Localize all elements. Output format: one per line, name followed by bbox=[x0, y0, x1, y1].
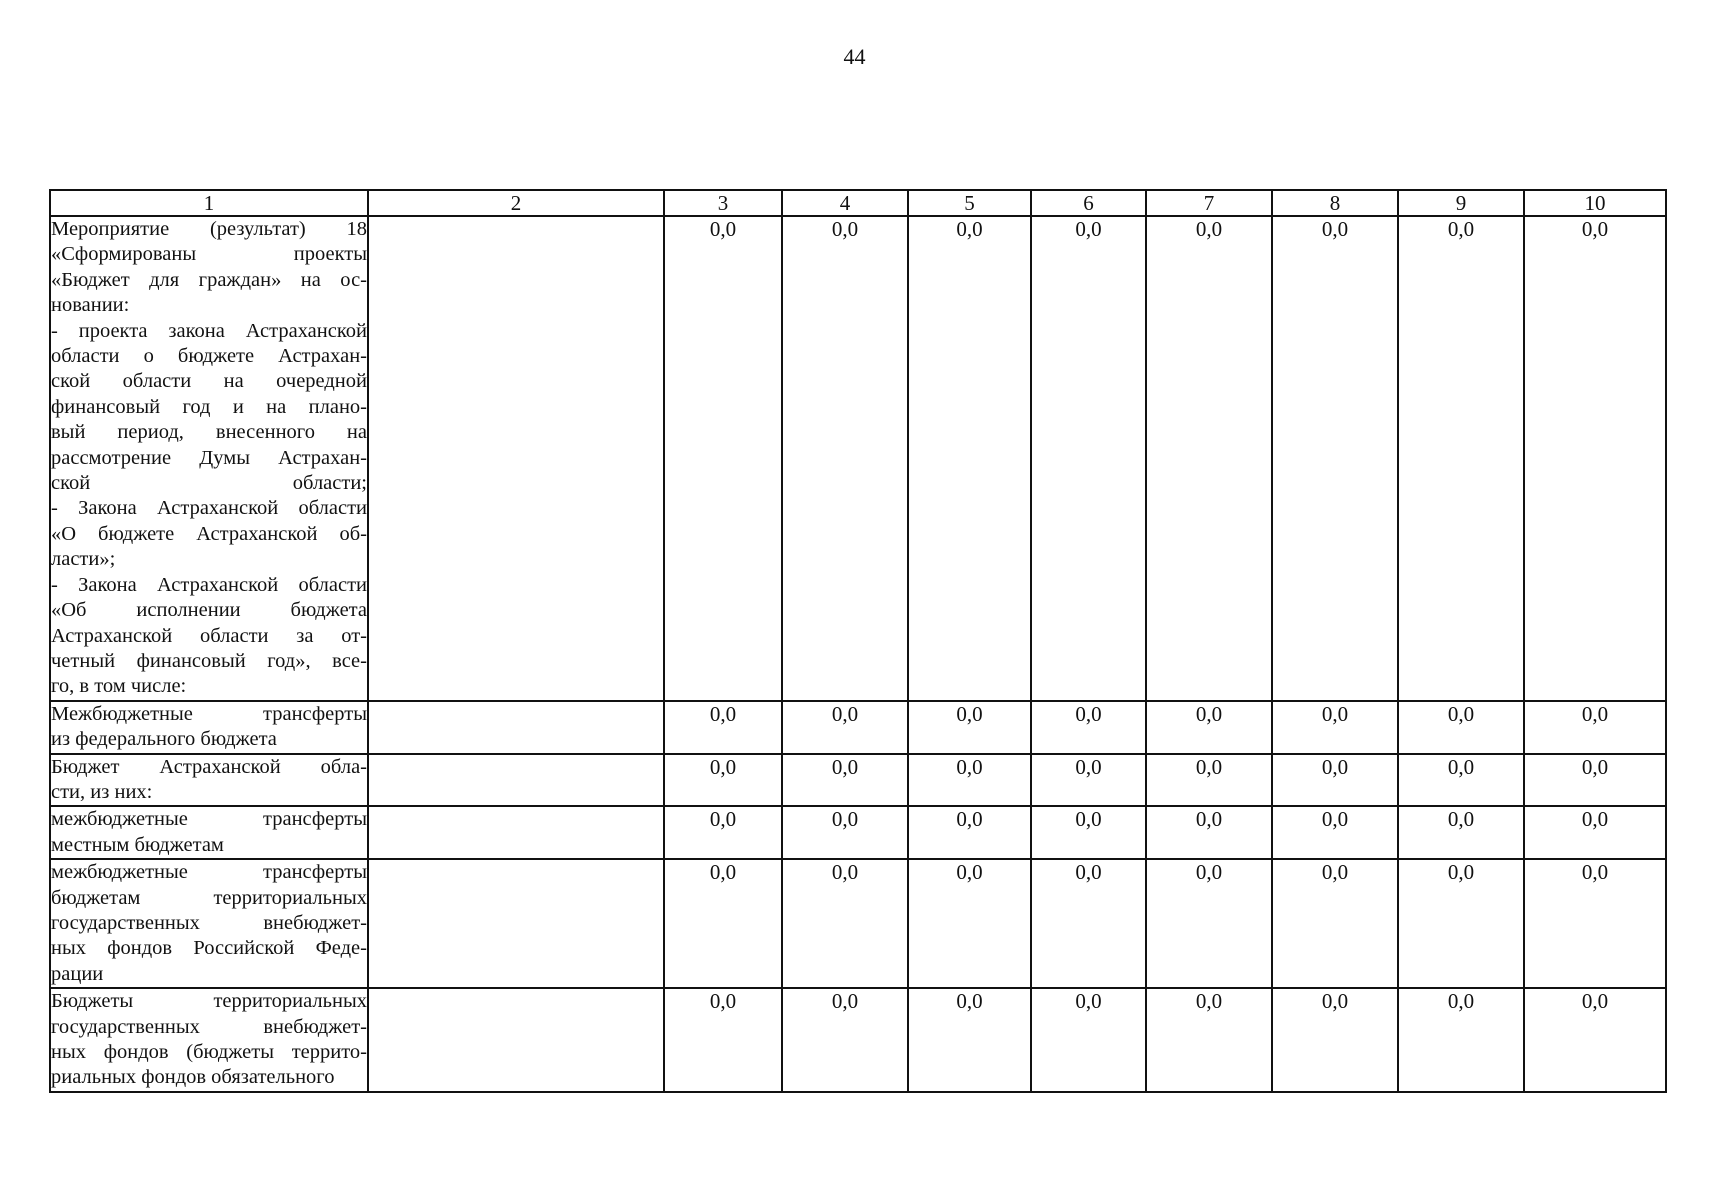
row-label-cell bbox=[50, 806, 368, 859]
row-label-line: межбюджетные трансферты bbox=[51, 861, 367, 884]
value-cell: 0,0 bbox=[1031, 754, 1146, 807]
value-cell: 0,0 bbox=[664, 701, 782, 754]
row-label-line: рации bbox=[51, 962, 104, 985]
row-label-line: «Об исполнении бюджета bbox=[51, 599, 367, 622]
row-label-cell bbox=[50, 216, 368, 701]
row-label-line: го, в том числе: bbox=[51, 675, 187, 698]
value-cell: 0,0 bbox=[664, 988, 782, 1092]
value-cell: 0,0 bbox=[782, 988, 908, 1092]
value-cell: 0,0 bbox=[1524, 806, 1666, 859]
value-cell: 0,0 bbox=[1272, 701, 1398, 754]
value-cell: 0,0 bbox=[782, 859, 908, 988]
row-label-line: из федерального бюджета bbox=[51, 728, 277, 751]
table-row bbox=[50, 754, 1666, 807]
row-label-line: Межбюджетные трансферты bbox=[51, 702, 367, 725]
table-row bbox=[50, 988, 1666, 1092]
value-cell: 0,0 bbox=[1524, 701, 1666, 754]
value-cell: 0,0 bbox=[664, 754, 782, 807]
value-cell: 0,0 bbox=[1524, 988, 1666, 1092]
row-label-line: сти, из них: bbox=[51, 780, 153, 803]
value-cell: 0,0 bbox=[908, 859, 1031, 988]
value-cell: 0,0 bbox=[1146, 806, 1272, 859]
row-label-line: ской области на очередной bbox=[51, 370, 367, 393]
row-label-line: финансовый год и на плано- bbox=[51, 395, 367, 418]
value-cell: 0,0 bbox=[1272, 988, 1398, 1092]
value-cell: 0,0 bbox=[1031, 701, 1146, 754]
column-header: 6 bbox=[1031, 190, 1146, 216]
value-cell: 0,0 bbox=[664, 859, 782, 988]
value-cell: 0,0 bbox=[782, 216, 908, 701]
row-label-line: - Закона Астраханской области bbox=[51, 573, 367, 596]
row-label-line: рассмотрение Думы Астрахан- bbox=[51, 446, 367, 469]
page-number: 44 bbox=[843, 44, 866, 69]
value-cell: 0,0 bbox=[1031, 859, 1146, 988]
value-cell: 0,0 bbox=[908, 988, 1031, 1092]
value-cell: 0,0 bbox=[782, 701, 908, 754]
row-label-line: вый период, внесенного на bbox=[51, 421, 367, 444]
table-body bbox=[50, 216, 1666, 1092]
row-label-line: четный финансовый год», все- bbox=[51, 649, 367, 672]
column-header: 8 bbox=[1272, 190, 1398, 216]
value-cell: 0,0 bbox=[782, 806, 908, 859]
row-label-cell bbox=[50, 859, 368, 988]
value-cell: 0,0 bbox=[1146, 859, 1272, 988]
value-cell: 0,0 bbox=[1272, 216, 1398, 701]
table-row bbox=[50, 216, 1666, 701]
row-label-line: Мероприятие (результат) 18 bbox=[51, 218, 367, 240]
row-label-line: местным бюджетам bbox=[51, 833, 224, 856]
row-label-cell bbox=[50, 988, 368, 1092]
row-label-line: - проекта закона Астраханской bbox=[51, 319, 367, 342]
row-label-line: Астраханской области за от- bbox=[51, 624, 367, 647]
row-label-line: «Бюджет для граждан» на ос- bbox=[51, 268, 367, 291]
row-label-line: новании: bbox=[51, 294, 130, 317]
column-header: 9 bbox=[1398, 190, 1524, 216]
value-cell: 0,0 bbox=[1398, 701, 1524, 754]
value-cell: 0,0 bbox=[1031, 216, 1146, 701]
table-row bbox=[50, 701, 1666, 754]
column-header: 1 bbox=[50, 190, 368, 216]
value-cell: 0,0 bbox=[664, 806, 782, 859]
value-cell: 0,0 bbox=[1146, 754, 1272, 807]
value-cell: 0,0 bbox=[1272, 806, 1398, 859]
column-header: 5 bbox=[908, 190, 1031, 216]
row-label-line: государственных внебюджет- bbox=[51, 911, 367, 934]
value-cell: 0,0 bbox=[1398, 988, 1524, 1092]
row-label-line: риальных фондов обязательного bbox=[51, 1066, 335, 1089]
value-cell: 0,0 bbox=[908, 806, 1031, 859]
column-2-cell bbox=[368, 859, 664, 988]
column-header: 10 bbox=[1524, 190, 1666, 216]
row-label-line: области о бюджете Астрахан- bbox=[51, 345, 367, 368]
value-cell: 0,0 bbox=[1398, 859, 1524, 988]
value-cell: 0,0 bbox=[1524, 859, 1666, 988]
value-cell: 0,0 bbox=[1146, 216, 1272, 701]
value-cell: 0,0 bbox=[1272, 859, 1398, 988]
row-label-line: бюджетам территориальных bbox=[51, 886, 367, 909]
value-cell: 0,0 bbox=[1524, 216, 1666, 701]
value-cell: 0,0 bbox=[908, 701, 1031, 754]
row-label-line: Бюджеты территориальных bbox=[51, 990, 367, 1013]
column-2-cell bbox=[368, 701, 664, 754]
column-2-cell bbox=[368, 988, 664, 1092]
column-header: 3 bbox=[664, 190, 782, 216]
value-cell: 0,0 bbox=[1272, 754, 1398, 807]
row-label-line: ных фондов (бюджеты террито- bbox=[51, 1041, 367, 1063]
column-header: 4 bbox=[782, 190, 908, 216]
row-label-line: межбюджетные трансферты bbox=[51, 808, 367, 831]
column-2-cell bbox=[368, 806, 664, 859]
row-label-line: Бюджет Астраханской обла- bbox=[51, 755, 367, 778]
column-2-cell bbox=[368, 754, 664, 807]
row-label-line: ской области; bbox=[51, 472, 367, 495]
column-header: 7 bbox=[1146, 190, 1272, 216]
row-label-line: государственных внебюджет- bbox=[51, 1015, 367, 1038]
value-cell: 0,0 bbox=[908, 754, 1031, 807]
value-cell: 0,0 bbox=[1398, 806, 1524, 859]
row-label-line: - Закона Астраханской области bbox=[51, 497, 367, 520]
value-cell: 0,0 bbox=[1524, 754, 1666, 807]
table-row bbox=[50, 859, 1666, 988]
row-label-cell bbox=[50, 701, 368, 754]
column-2-cell bbox=[368, 216, 664, 701]
value-cell: 0,0 bbox=[1398, 216, 1524, 701]
value-cell: 0,0 bbox=[782, 754, 908, 807]
budget-table bbox=[49, 189, 1667, 1093]
row-label-line: ных фондов Российской Феде- bbox=[51, 937, 367, 960]
row-label-line: «О бюджете Астраханской об- bbox=[51, 522, 367, 545]
value-cell: 0,0 bbox=[1031, 806, 1146, 859]
value-cell: 0,0 bbox=[908, 216, 1031, 701]
value-cell: 0,0 bbox=[1146, 988, 1272, 1092]
row-label-line: ласти»; bbox=[51, 548, 116, 571]
value-cell: 0,0 bbox=[1146, 701, 1272, 754]
column-header: 2 bbox=[368, 190, 664, 216]
row-label-line: «Сформированы проекты bbox=[51, 243, 367, 266]
value-cell: 0,0 bbox=[664, 216, 782, 701]
table-header-row bbox=[50, 190, 1666, 216]
value-cell: 0,0 bbox=[1398, 754, 1524, 807]
row-label-cell bbox=[50, 754, 368, 807]
value-cell: 0,0 bbox=[1031, 988, 1146, 1092]
table-row bbox=[50, 806, 1666, 859]
